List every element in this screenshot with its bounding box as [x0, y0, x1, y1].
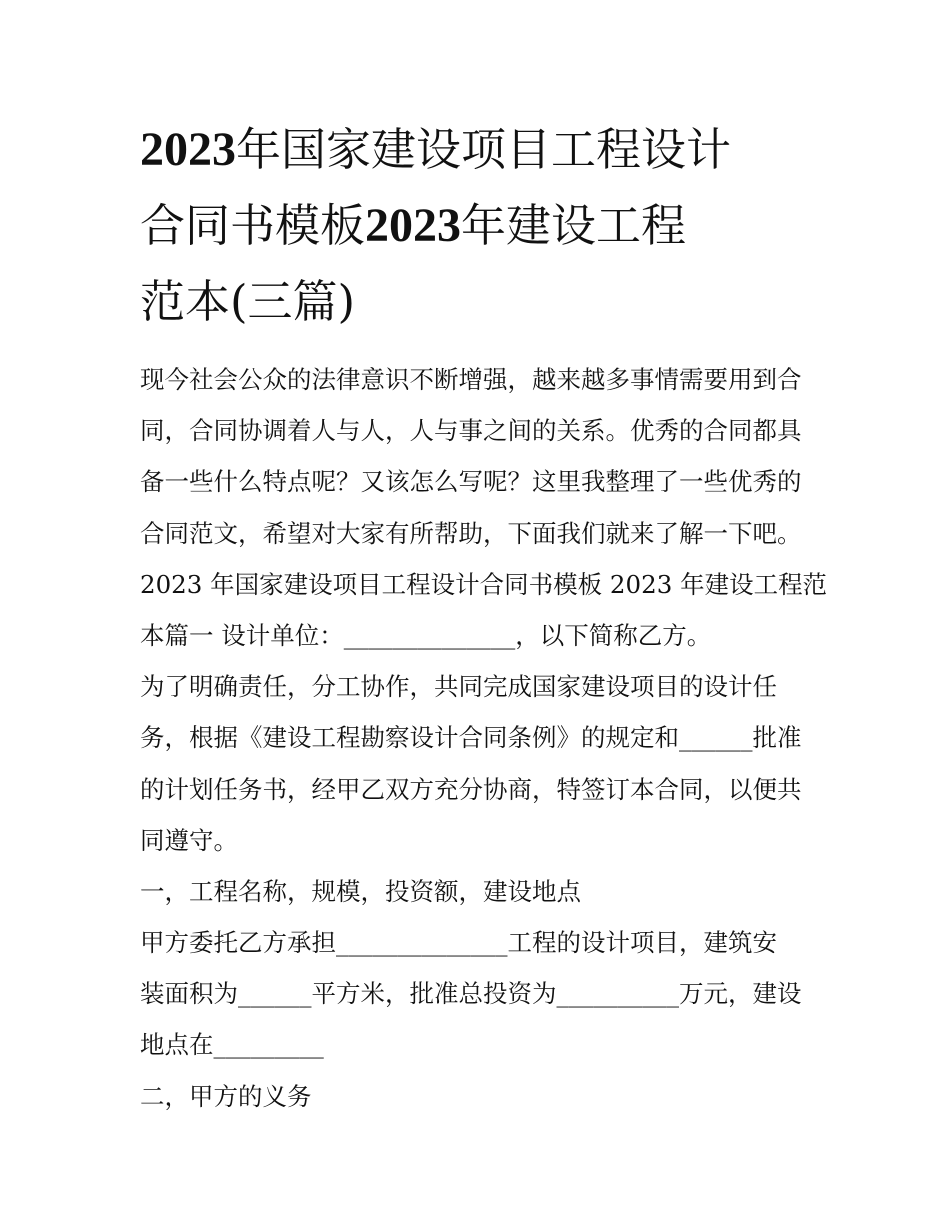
- body-line: 本篇一 设计单位：______________，以下简称乙方。: [140, 620, 712, 650]
- body-line: 二，甲方的义务: [140, 1081, 312, 1111]
- title-year: 2023: [365, 199, 462, 252]
- body-line: 一，工程名称，规模，投资额，建设地点: [140, 876, 581, 906]
- document-body: [140, 354, 830, 1122]
- body-line: 为了明确责任，分工协作，共同完成国家建设项目的设计任: [140, 672, 777, 702]
- body-line: 务，根据《建设工程勘察设计合同条例》的规定和______批准: [140, 723, 802, 753]
- body-line: 甲方委托乙方承担______________工程的设计项目，建筑安: [140, 928, 777, 958]
- title-text: 年国家建设项目工程设计: [236, 123, 732, 176]
- body-line: 现今社会公众的法律意识不断增强，越来越多事情需要用到合: [140, 365, 802, 394]
- title-text: 合同书模板: [140, 199, 366, 252]
- body-line: 2023 年国家建设项目工程设计合同书模板 2023 年建设工程范: [140, 569, 828, 599]
- body-line: 的计划任务书，经甲乙双方充分协商，特签订本合同，以便共: [140, 774, 802, 804]
- body-line: 合同范文，希望对大家有所帮助，下面我们就来了解一下吧。: [140, 518, 802, 548]
- body-line: 同遵守。: [140, 825, 238, 855]
- body-line: 备一些什么特点呢？又该怎么写呢？这里我整理了一些优秀的: [140, 467, 802, 497]
- body-line: 地点在_________: [140, 1030, 324, 1060]
- title-line-1: [140, 112, 820, 188]
- title-text: 年建设工程: [461, 199, 687, 252]
- title-text: 范本(三篇): [140, 275, 356, 328]
- body-line: 装面积为______平方米，批准总投资为__________万元，建设: [140, 979, 802, 1009]
- title-line-3: [140, 264, 820, 340]
- body-line: 同，合同协调着人与人，人与事之间的关系。优秀的合同都具: [140, 416, 802, 446]
- title-year: 2023: [140, 123, 236, 176]
- document-title: [140, 112, 820, 340]
- title-line-2: [140, 188, 820, 264]
